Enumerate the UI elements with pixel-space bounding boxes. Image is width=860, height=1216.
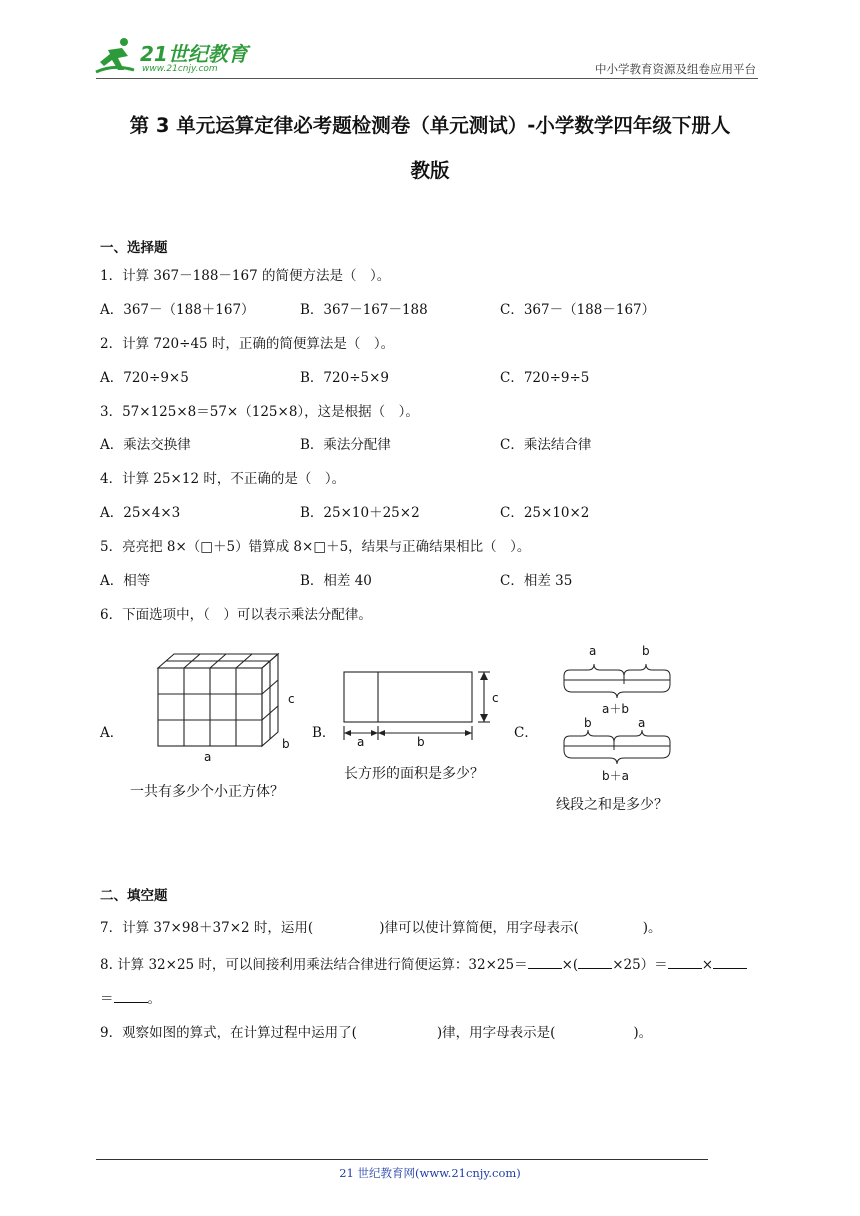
q5-option-b: B．相差 40 xyxy=(300,573,372,589)
question-9 xyxy=(100,1021,652,1041)
q5-option-c: C．相差 35 xyxy=(500,573,573,589)
seg2-label-b: b xyxy=(584,716,592,730)
header-logo xyxy=(94,36,264,80)
question-4: 4．计算 25×12 时，不正确的是（ ）。 xyxy=(100,471,346,487)
footer-text[interactable]: 21 世纪教育网(www.21cnjy.com) xyxy=(339,1166,521,1180)
q6-option-b-label: B． xyxy=(312,725,336,741)
question-2: 2．计算 720÷45 时，正确的简便算法是（ ）。 xyxy=(100,336,395,352)
section-fill-heading: 二、填空题 xyxy=(100,888,168,904)
seg1-label-sum: a＋b xyxy=(602,702,629,716)
header-rule xyxy=(96,78,758,79)
q3-option-b: B．乘法分配律 xyxy=(300,437,391,453)
q1-option-b: B．367－167－188 xyxy=(300,302,428,318)
question-5: 5．亮亮把 8×（□＋5）错算成 8×□＋5，结果与正确结果相比（ ）。 xyxy=(100,539,531,555)
q8-blank-4[interactable] xyxy=(713,956,747,969)
q9-text-3: )。 xyxy=(633,1025,653,1041)
q8-text-end: 。 xyxy=(147,991,161,1007)
q8-text-4: × xyxy=(701,957,713,973)
footer-rule xyxy=(96,1159,708,1160)
logo-url-text: www.21cnjy.com xyxy=(142,64,218,74)
rect-label-c: c xyxy=(492,691,499,705)
q1-option-c: C．367－（188－167） xyxy=(500,302,656,318)
q8-text-3: ×25）＝ xyxy=(612,957,668,973)
q9-text-1: 9．观察如图的算式，在计算过程中运用了( xyxy=(100,1025,357,1041)
q1-option-a: A．367－（188＋167） xyxy=(100,302,255,318)
q8-text-1: 8. 计算 32×25 时，可以间接利用乘法结合律进行简便运算：32×25＝ xyxy=(100,957,528,973)
q7-text-2: )律可以使计算简便，用字母表示( xyxy=(379,920,579,936)
q8-blank-3[interactable] xyxy=(668,956,702,969)
q6-caption-b: 长方形的面积是多少？ xyxy=(344,766,484,782)
q7-text-3: )。 xyxy=(642,920,662,936)
rect-label-a: a xyxy=(357,735,365,749)
q9-text-2: )律，用字母表示是( xyxy=(436,1025,556,1041)
q4-option-b: B．25×10＋25×2 xyxy=(300,505,420,521)
cube-label-a: a xyxy=(204,750,212,764)
question-7 xyxy=(100,916,662,936)
q3-option-a: A．乘法交换律 xyxy=(100,437,191,453)
page-title-line1: 第 3 单元运算定律必考题检测卷（单元测试）-小学数学四年级下册人 xyxy=(129,114,731,137)
q8-text-eq: ＝ xyxy=(100,991,114,1007)
q6-caption-c: 线段之和是多少？ xyxy=(556,797,668,813)
q8-blank-1[interactable] xyxy=(528,956,562,969)
q6-caption-a: 一共有多少个小正方体？ xyxy=(130,784,284,800)
q2-option-b: B．720÷5×9 xyxy=(300,370,389,386)
q4-option-c: C．25×10×2 xyxy=(500,505,590,521)
question-8 xyxy=(100,953,747,973)
seg2-label-a: a xyxy=(638,716,646,730)
page-title-line2: 教版 xyxy=(410,159,450,182)
runner-logo-icon xyxy=(94,36,138,78)
q6-option-c-label: C． xyxy=(514,725,538,741)
q2-option-a: A．720÷9×5 xyxy=(100,370,189,386)
q2-option-c: C．720÷9÷5 xyxy=(500,370,590,386)
q3-option-c: C．乘法结合律 xyxy=(500,437,592,453)
cube-label-b: b xyxy=(282,737,290,751)
rect-label-b: b xyxy=(417,735,425,749)
q6-option-a-label: A． xyxy=(100,725,124,741)
q8-blank-5[interactable] xyxy=(114,990,148,1003)
section-choice-heading: 一、选择题 xyxy=(100,240,168,256)
q4-option-a: A．25×4×3 xyxy=(100,505,181,521)
question-6: 6．下面选项中，（ ）可以表示乘法分配律。 xyxy=(100,607,372,623)
header-right-text: 中小学教育资源及组卷应用平台 xyxy=(595,62,756,76)
seg1-label-b: b xyxy=(642,644,650,658)
seg1-label-a: a xyxy=(589,644,597,658)
cube-label-c: c xyxy=(288,692,295,706)
seg2-label-sum: b＋a xyxy=(602,769,629,783)
logo-main-text: 21世纪教育 xyxy=(140,42,248,66)
q5-option-a: A．相等 xyxy=(100,573,151,589)
question-8-line2 xyxy=(100,987,161,1007)
question-3: 3．57×125×8＝57×（125×8），这是根据（ ）。 xyxy=(100,404,419,420)
question-1: 1．计算 367－188－167 的简便方法是（ ）。 xyxy=(100,268,391,284)
q7-text-1: 7．计算 37×98＋37×2 时，运用( xyxy=(100,920,314,936)
q8-text-2: ×( xyxy=(561,957,579,973)
q8-blank-2[interactable] xyxy=(578,956,612,969)
